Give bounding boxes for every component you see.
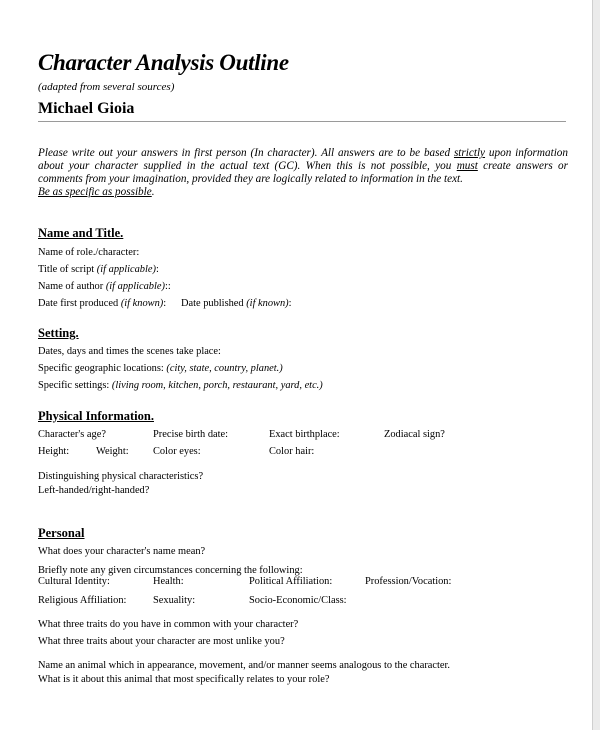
field-sexuality: Sexuality: [153, 595, 196, 606]
field-political-affiliation: Political Affiliation: [249, 576, 333, 587]
field-eye-color: Color eyes: [153, 446, 201, 457]
field-name-meaning: What does your character's name mean? [38, 546, 206, 557]
intro-closing: Be as specific as possible [38, 186, 152, 198]
field-handedness: Left-handed/right-handed? [38, 485, 150, 496]
field-traits-in-common: What three traits do you have in common with your character? [38, 619, 299, 630]
field-religious-affiliation: Religious Affiliation: [38, 595, 127, 606]
field-traits-unlike: What three traits about your character are most unlike you? [38, 636, 285, 647]
field-zodiac-sign: Zodiacal sign? [384, 429, 445, 440]
field-role-name: Name of role./character: [38, 247, 140, 258]
field-socio-economic-class: Socio-Economic/Class: [249, 595, 347, 606]
field-profession: Profession/Vocation: [365, 576, 452, 587]
intro-emphasis-must: must [456, 160, 478, 172]
document-title: Character Analysis Outline [38, 50, 289, 75]
field-animal-relation: What is it about this animal that most specifically relates to your role? [38, 674, 330, 685]
field-geographic-locations: Specific geographic locations: (city, state, country, planet.) [38, 363, 283, 374]
document-subtitle: (adapted from several sources) [38, 81, 175, 93]
field-analogous-animal: Name an animal which in appearance, movement, and/or manner seems analogous to the character. [38, 660, 450, 671]
intro-text-2: upon information about your character supplied in the actual text (GC). When this is not possible, you [38, 147, 568, 172]
section-heading-name-title: Name and Title. [38, 226, 124, 240]
field-birth-date: Precise birth date: [153, 429, 229, 440]
author-name: Michael Gioia [38, 100, 135, 117]
intro-emphasis-strictly: strictly [453, 147, 486, 159]
field-birthplace: Exact birthplace: [269, 429, 340, 440]
field-date-first-produced: Date first produced (if known): [38, 298, 167, 309]
field-script-title: Title of script (if applicable): [38, 264, 159, 275]
intro-closing-period: . [151, 186, 155, 198]
section-heading-setting: Setting. [38, 326, 79, 340]
field-hair-color: Color hair: [269, 446, 315, 457]
field-date-published: Date published (if known): [181, 298, 292, 309]
field-scene-dates: Dates, days and times the scenes take place: [38, 346, 221, 357]
field-cultural-identity: Cultural Identity: [38, 576, 110, 587]
intro-text-1: Please write out your answers in first person (In character). All answers are to be based [38, 147, 454, 159]
section-heading-personal: Personal [38, 526, 85, 540]
section-heading-physical: Physical Information. [38, 409, 154, 423]
field-height: Height: [38, 446, 70, 457]
field-specific-settings: Specific settings: (living room, kitchen, porch, restaurant, yard, etc.) [38, 380, 323, 391]
instructions-paragraph [38, 147, 568, 199]
field-age: Character's age? [38, 429, 106, 440]
intro-text-3: create answers or comments from your imagination, provided they are logically related to information in the text. [38, 160, 568, 185]
field-distinguishing-characteristics: Distinguishing physical characteristics? [38, 471, 204, 482]
field-author-name: Name of author (if applicable):: [38, 281, 171, 292]
header-divider [38, 121, 566, 122]
field-circumstances-prompt: Briefly note any given circumstances concerning the following: [38, 565, 303, 576]
field-health: Health: [153, 576, 184, 587]
field-weight: Weight: [96, 446, 129, 457]
